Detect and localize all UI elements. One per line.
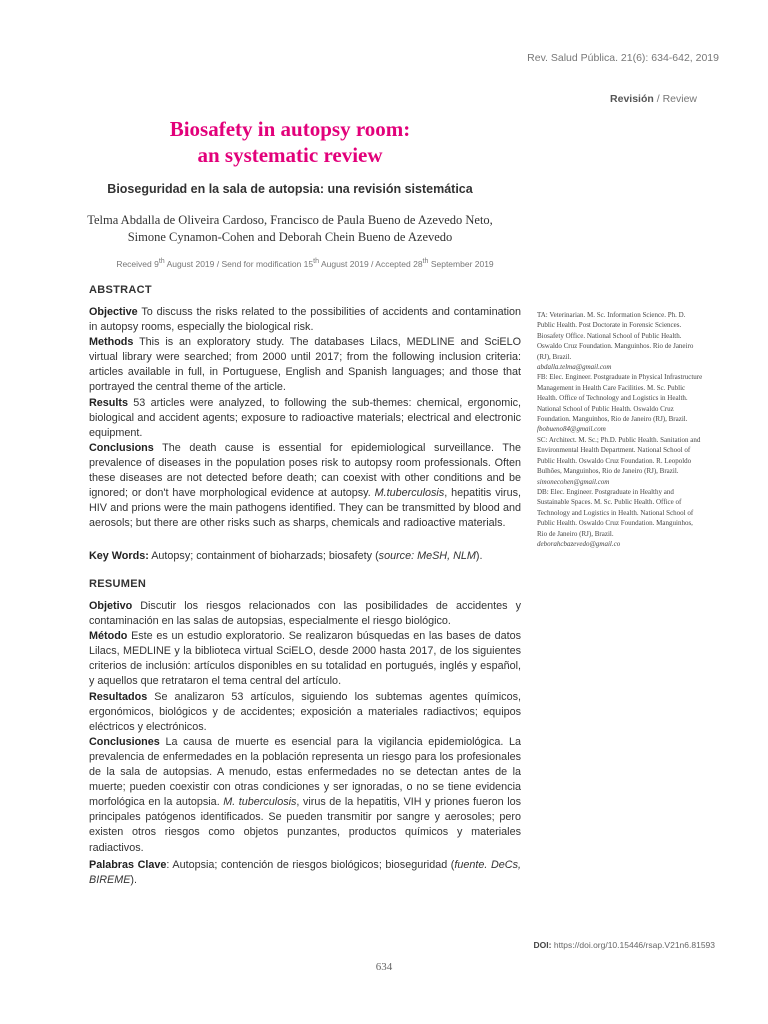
- article-type-primary: Revisión: [610, 93, 654, 105]
- objective-label: Objective: [89, 306, 138, 318]
- page-number: 634: [375, 961, 393, 973]
- author-affiliations: [537, 310, 703, 549]
- abstract-results: [89, 396, 521, 441]
- objective-text: To discuss the risks related to the possibilities of accidents and contamination in autopsy rooms, especially the biological risk.: [89, 306, 521, 334]
- article-title-line-2: an systematic review: [197, 143, 383, 167]
- journal-citation: Rev. Salud Pública. 21(6): 634-642, 2019: [527, 52, 719, 64]
- received-sup: th: [158, 257, 165, 265]
- metodo-text: Este es un estudio exploratorio. Se realizaron búsquedas en las bases de datos Lilacs, MEDLINE y la biblioteca virtual SciELO, desde 2000 hasta 2017, de los siguientes criterios de inclusión: artículos disponibles en su totalidad en portugués, inglés y español, y aquellos que retrataron el tema central del artículo.: [89, 630, 521, 688]
- article-type: [610, 93, 697, 105]
- conclusions-label: Conclusions: [89, 441, 154, 454]
- resultados-label: Resultados: [89, 690, 148, 703]
- conclusions-pathogen: M.tuberculosis: [374, 487, 445, 500]
- palabras-clave-label: Palabras Clave: [89, 859, 167, 871]
- resultados-text: Se analizaron 53 artículos, siguiendo los subtemas agentes químicos, ergonómicos, biológicos y de accidentes; exposición a materiales radiactivos; equipos eléctricos y electrónicos.: [89, 690, 521, 733]
- keywords-end: ).: [475, 550, 483, 562]
- accepted-sup: th: [422, 257, 429, 265]
- results-text: 53 articles were analyzed, to following the sub-themes: chemical, ergonomic, biological and accident agents; exposure to radioactive materials; electrical and electronic equipment.: [89, 396, 521, 439]
- affiliation-fb-text: FB: Elec. Engineer. Postgraduate in Physical Infrastructure Management in Health Care Facilities. M. Sc. Public Health. Office of Technology and Logistics in Health. National School of Public Health. Oswaldo Cruz Foundation. Manguinhos, Rio de Janeiro (RJ), Brazil.: [537, 373, 703, 424]
- resumen-objetivo: [89, 599, 521, 629]
- affiliation-ta-text: TA: Veterinarian. M. Sc. Information Science. Ph. D. Public Health. Post Doctorate in Forensic Sciences. Biosafety Office. National School of Public Health. Oswaldo Cruz Foundation. Manguinhos. Rio de Janeiro (RJ), Brazil.: [537, 311, 694, 361]
- resumen-conclusiones: [89, 735, 521, 856]
- accepted-date: August 2019 / Accepted 28: [319, 258, 423, 269]
- results-label: Results: [89, 396, 129, 409]
- affiliation-ta-email[interactable]: abdalla.telma@gmail.com: [537, 363, 612, 372]
- resumen-resultados: [89, 690, 521, 735]
- keywords-label: Key Words:: [89, 550, 149, 562]
- resumen-body: [89, 599, 521, 856]
- conclusions-text-a: The death cause is essential for epidemiological surveillance. The prevalence of diseases in the population poses risk to autopsy room professionals. Often these diseases are not detected before death; can coexist with other conditions and be ignored; or don't have morphological evidence at autopsy.: [89, 441, 521, 500]
- article-title: [0, 116, 580, 168]
- metodo-label: Método: [89, 630, 128, 643]
- doi-label: DOI:: [533, 940, 552, 950]
- article-title-line-1: Biosafety in autopsy room:: [169, 117, 411, 141]
- abstract-methods: [89, 335, 521, 395]
- affiliation-sc-email[interactable]: simonecohen@gmail.com: [537, 477, 610, 486]
- doi-link[interactable]: https://doi.org/10.15446/rsap.V21n6.81593: [551, 940, 715, 950]
- methods-text: This is an exploratory study. The databases Lilacs, MEDLINE and SciELO virtual library were searched; from 2000 until 2017; from the following inclusion criteria: articles available in full, in Portuguese, English and Spanish languages; and those that portrayed the central theme of the article.: [89, 336, 521, 394]
- resumen-metodo: [89, 629, 521, 689]
- affiliation-db-text: DB: Elec. Engineer. Postgraduate in Healthy and Sustainable Spaces. M. Sc. Public Health. Office of Technology and Logistics in Health. National School of Public Health. Oswaldo Cruz Foundation. Manguinhos, Rio de Janeiro (RJ), Brazil.: [537, 487, 694, 538]
- objetivo-text: Discutir los riesgos relacionados con las posibilidades de accidentes y contaminación en las salas de autopsias, especialmente el riesgo biológico.: [89, 600, 521, 628]
- palabras-clave-text: : Autopsia; contención de riesgos biológicos; bioseguridad (: [166, 859, 455, 871]
- conclusions-text-b: , hepatitis virus, HIV and prions were the main pathogens identified. They can be transmitted by blood and aerosols; but there are other risks such as sharps, chemicals and radioactive materials.: [89, 487, 521, 530]
- keywords-english: [89, 549, 521, 564]
- conclusiones-text-b: , virus de la hepatitis, VIH y priones fueron los principales patógenos identificados. Se pueden transmitir por sangre y aerosoles; pero existen otros riesgos como objetos punzantes, productos químicos y materiales radiactivos.: [89, 796, 521, 854]
- article-subtitle: Bioseguridad en la sala de autopsia: una revisión sistemática: [107, 182, 473, 196]
- conclusiones-label: Conclusiones: [89, 735, 160, 748]
- palabras-clave-end: ).: [130, 874, 138, 887]
- affiliation-fb: [537, 372, 703, 434]
- affiliation-db-email[interactable]: deborahcbazevedo@gmail.co: [537, 539, 621, 548]
- keywords-spanish: [89, 858, 521, 888]
- resumen-heading: RESUMEN: [89, 578, 147, 590]
- keywords-text: Autopsy; containment of bioharzads; biosafety (: [148, 550, 379, 562]
- keywords-source: source: MeSH, NLM: [378, 550, 476, 562]
- modification-date: August 2019 / Send for modification 15: [164, 258, 314, 269]
- article-type-separator: /: [653, 93, 663, 105]
- affiliation-sc: [537, 435, 703, 487]
- abstract-heading: ABSTRACT: [89, 284, 152, 296]
- affiliation-ta: [537, 310, 703, 372]
- abstract-body: [89, 305, 521, 531]
- methods-label: Methods: [89, 336, 134, 349]
- affiliation-db: [537, 487, 703, 549]
- submission-dates: [0, 257, 610, 269]
- affiliation-sc-text: SC: Architect. M. Sc.; Ph.D. Public Health. Sanitation and Environmental Health Department. National School of Public Health. Oswaldo Cruz Foundation. R. Leopoldo Bulhões, Manguinhos, Rio de Janeiro (RJ), Brazil.: [537, 435, 701, 476]
- abstract-conclusions: [89, 441, 521, 532]
- author-list-line-2: Simone Cynamon-Cohen and Deborah Chein Bueno de Azevedo: [127, 230, 453, 244]
- conclusiones-pathogen: M. tuberculosis: [223, 796, 297, 809]
- author-list-line-1: Telma Abdalla de Oliveira Cardoso, Francisco de Paula Bueno de Azevedo Neto,: [87, 213, 493, 227]
- doi[interactable]: [534, 940, 715, 950]
- received-date: Received 9: [116, 258, 159, 269]
- author-list: [0, 212, 580, 246]
- modification-sup: th: [313, 257, 320, 265]
- article-type-secondary: Review: [662, 93, 697, 105]
- palabras-clave-source: fuente. DeCs, BIREME: [89, 859, 522, 887]
- objetivo-label: Objetivo: [89, 600, 133, 612]
- affiliation-fb-email[interactable]: fbobueno84@gmail.com: [537, 425, 606, 434]
- conclusiones-text-a: La causa de muerte es esencial para la vigilancia epidemiológica. La prevalencia de enfermedades en la población representa un riesgo para los profesionales de la sala de autopsias. A menudo, estas enfermedades no se detectan antes de la muerte; pueden coexistir con otras condiciones y ser ignoradas, o no se tiene evidencia morfológica en la autopsia.: [89, 735, 521, 809]
- abstract-objective: [89, 305, 521, 335]
- accepted-date-end: September 2019: [428, 258, 494, 269]
